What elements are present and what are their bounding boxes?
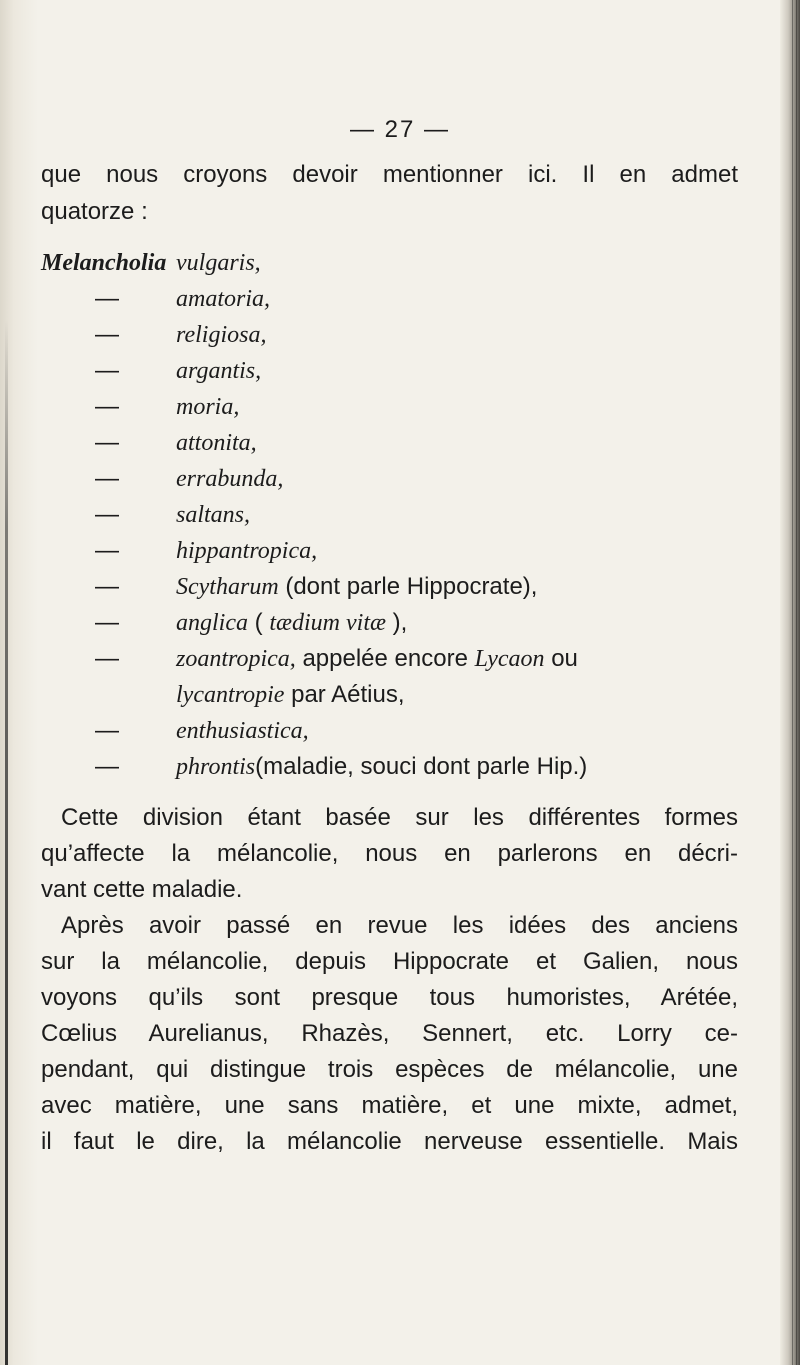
intro-line-2: quatorze : <box>41 198 148 225</box>
entry-note: ( <box>248 609 270 636</box>
entry-note: ), <box>386 609 408 636</box>
list-dash: — <box>95 609 119 636</box>
list-item-5 <box>176 392 239 422</box>
page-edge-stripe <box>792 0 793 1365</box>
intro-line-1: que nous croyons devoir mentionner ici. Il en admet <box>41 161 738 188</box>
latin-term: Scytharum <box>176 574 279 600</box>
latin-term: zoantropica, <box>176 646 296 672</box>
list-dash: — <box>95 357 119 384</box>
list-item-1-latin <box>176 248 261 278</box>
list-item-10 <box>176 572 537 602</box>
entry-note: appelée encore <box>295 645 475 672</box>
latin-term: saltans, <box>176 502 251 528</box>
list-dash: — <box>95 465 119 492</box>
list-dash: — <box>95 573 119 600</box>
latin-term: argantis, <box>176 358 262 384</box>
list-dash: — <box>95 537 119 564</box>
list-dash: — <box>95 501 119 528</box>
list-item-8 <box>176 500 250 530</box>
list-item-7 <box>176 464 283 494</box>
latin-term: moria, <box>176 394 240 420</box>
list-item-2 <box>176 284 270 314</box>
list-item-14 <box>176 752 587 782</box>
list-dash: — <box>95 321 119 348</box>
latin-term: amatoria, <box>176 286 271 312</box>
entry-note: ou <box>544 645 578 672</box>
latin-term: errabunda, <box>176 466 284 492</box>
paragraph-2-line-3: voyons qu’ils sont presque tous humoristes, Arétée, <box>41 984 738 1011</box>
page-number: — 27 — <box>349 116 451 143</box>
entry-note: (maladie, souci dont parle Hip.) <box>255 753 588 780</box>
list-dash: — <box>95 393 119 420</box>
list-dash: — <box>95 645 119 672</box>
latin-term: lycantropie <box>176 682 285 708</box>
binding-shadow <box>5 320 8 1365</box>
list-item-9 <box>176 536 317 566</box>
paragraph-1-line-3: vant cette maladie. <box>41 876 243 903</box>
entry-note: par Aétius, <box>284 681 405 708</box>
list-item-4 <box>176 356 261 386</box>
paragraph-2-line-7: il faut le dire, la mélancolie nerveuse essentielle. Mais <box>41 1128 738 1155</box>
page-gutter-left <box>0 0 38 1365</box>
list-dash: — <box>95 753 119 780</box>
latin-term: religiosa, <box>176 322 267 348</box>
paragraph-2-line-6: avec matière, une sans matière, et une mixte, admet, <box>41 1092 738 1119</box>
list-item-3 <box>176 320 266 350</box>
list-item-1 <box>41 248 166 278</box>
list-item-12 <box>176 644 578 674</box>
latin-term: hippantropica, <box>176 538 318 564</box>
paragraph-1-line-1: Cette division étant basée sur les différentes formes <box>61 804 738 831</box>
page-edge-stripe <box>796 0 797 1365</box>
latin-term: tædium vitæ <box>269 610 386 636</box>
genus-name: Melancholia <box>41 250 167 276</box>
latin-term: anglica <box>176 610 248 636</box>
paragraph-1-line-2: qu’affecte la mélancolie, nous en parlerons en décri- <box>41 840 738 867</box>
list-dash: — <box>95 285 119 312</box>
latin-term: phrontis <box>176 754 256 780</box>
latin-term: attonita, <box>176 430 257 456</box>
list-item-6 <box>176 428 257 458</box>
list-item-11 <box>176 608 407 638</box>
latin-term: Lycaon <box>474 646 545 672</box>
page-edge-right <box>780 0 800 1365</box>
paragraph-2-line-4: Cœlius Aurelianus, Rhazès, Sennert, etc. Lorry ce- <box>41 1020 738 1047</box>
paragraph-2-line-2: sur la mélancolie, depuis Hippocrate et Galien, nous <box>41 948 738 975</box>
entry-note: (dont parle Hippocrate), <box>278 573 538 600</box>
list-dash: — <box>95 717 119 744</box>
list-dash: — <box>95 429 119 456</box>
latin-term: vulgaris, <box>176 250 261 276</box>
list-item-12-continuation <box>176 680 405 710</box>
paragraph-2-line-5: pendant, qui distingue trois espèces de mélancolie, une <box>41 1056 738 1083</box>
paragraph-2-line-1: Après avoir passé en revue les idées des anciens <box>61 912 738 939</box>
list-item-13 <box>176 716 309 746</box>
latin-term: enthusiastica, <box>176 718 309 744</box>
